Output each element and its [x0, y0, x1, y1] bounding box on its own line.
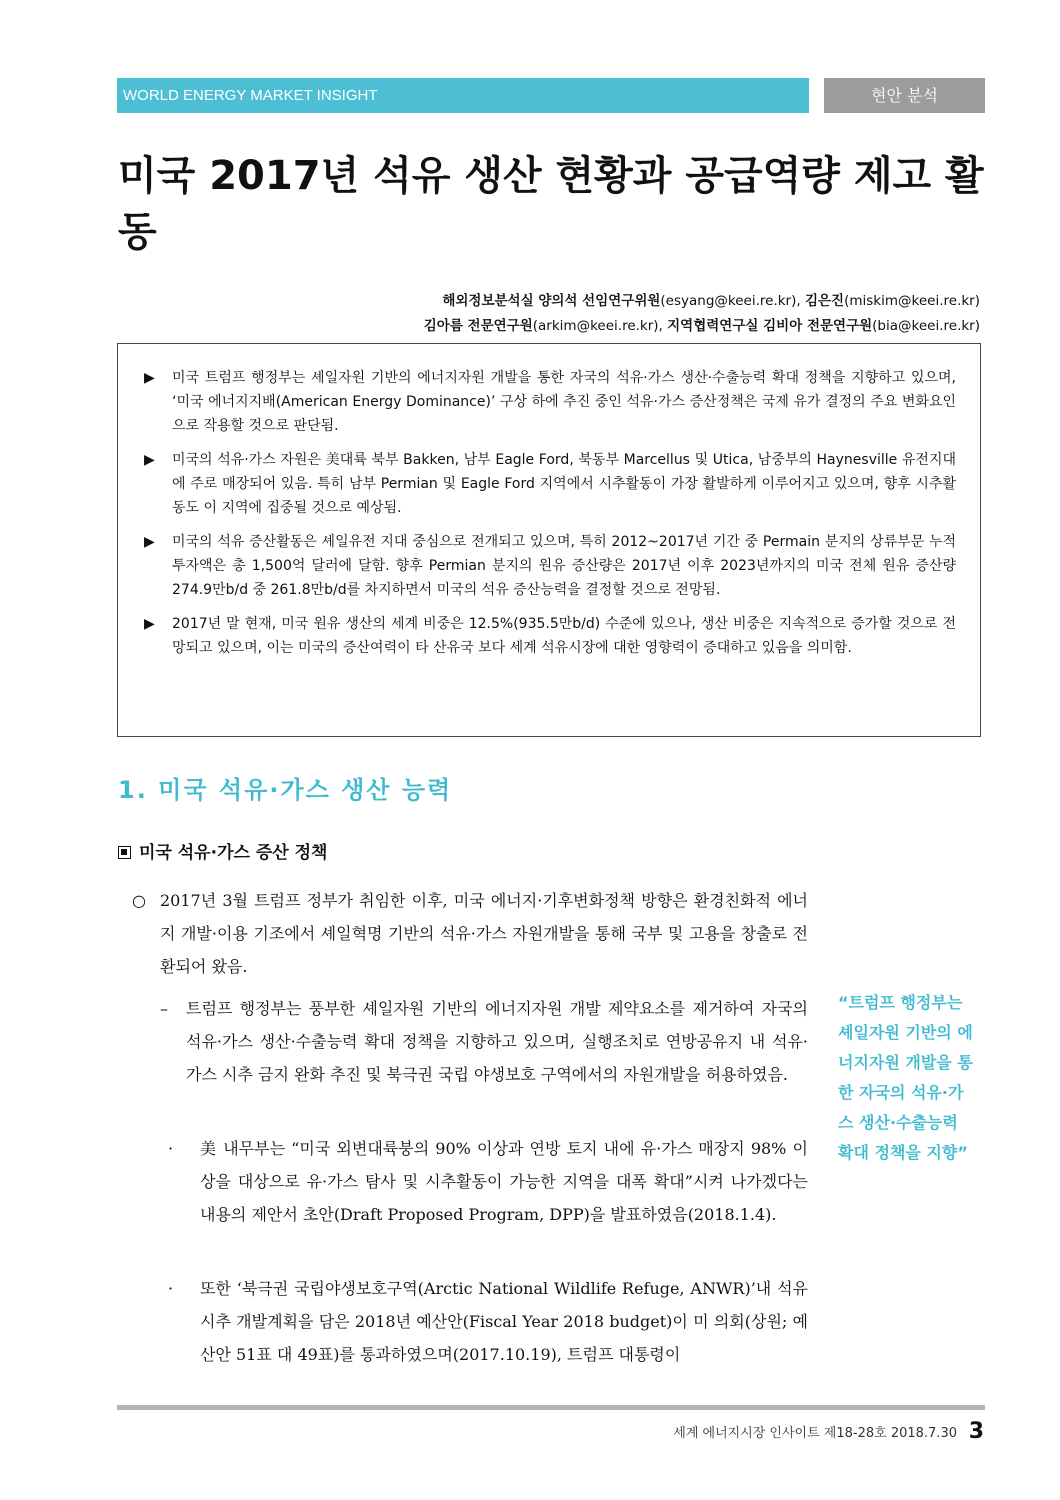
paragraph-text: 또한 ‘북극권 국립야생보호구역(Arctic National Wildlife Refuge, ANWR)’내 석유시추 개발계획을 담은 2018년 예산안(Fiscal Year 2018 budget)이 미 의회(상원; 예산안 51표 대 49표)를 통과하였으며(2017.10.19), 트럼프 대통령이 [200, 1279, 808, 1364]
triangle-bullet-icon: ▶ [144, 452, 155, 468]
author-email: (arkim@keei.re.kr), [532, 318, 668, 334]
author-email: (miskim@keei.re.kr) [844, 293, 980, 309]
header-series-bar: WORLD ENERGY MARKET INSIGHT [117, 78, 809, 113]
author-email: (esyang@keei.re.kr), [660, 293, 805, 309]
footer-divider [117, 1405, 985, 1410]
summary-text: 미국 트럼프 행정부는 셰일자원 기반의 에너지자원 개발을 통한 자국의 석유·가스 생산·수출능력 확대 정책을 지향하고 있으며, ‘미국 에너지지배(American Energy Dominance)’ 구상 하에 추진 중인 석유·가스 증산정책은 국제 유가 결정의 주요 변화요인으로 작용할 것으로 판단됨. [172, 370, 956, 434]
author-name: 김아름 전문연구원 [423, 318, 533, 334]
page-number: 3 [968, 1419, 984, 1444]
paragraph-text: 2017년 3월 트럼프 정부가 취임한 이후, 미국 에너지·기후변화정책 방향은 환경친화적 에너지 개발·이용 기조에서 셰일혁명 기반의 석유·가스 자원개발을 통해 국부 및 고용을 창출로 전환되어 왔음. [160, 891, 808, 976]
author-email: (bia@keei.re.kr) [872, 318, 980, 334]
summary-text: 미국의 석유·가스 자원은 美대륙 북부 Bakken, 남부 Eagle Ford, 북동부 Marcellus 및 Utica, 남중부의 Haynesville 유전지대에 주로 매장되어 있음. 특히 남부 Permian 및 Eagle Ford 지역에서 시추활동이 가장 활발하게 이루어지고 있으며, 향후 시추활동도 이 지역에 집중될 것으로 예상됨. [172, 452, 956, 516]
author-name: 해외정보분석실 양의석 선임연구위원 [442, 293, 661, 309]
triangle-bullet-icon: ▶ [144, 534, 155, 550]
page-title: 미국 2017년 석유 생산 현황과 공급역량 제고 활동 [118, 153, 984, 255]
author-line-2 [424, 314, 980, 339]
paragraph-text: 美 내무부는 “미국 외변대륙붕의 90% 이상과 연방 토지 내에 유·가스 매장지 98% 이상을 대상으로 유·가스 탐사 및 시추활동이 가능한 지역을 대폭 확대”시켜 나가겠다는 내용의 제안서 초안(Draft Proposed Program, DPP)을 발표하였음(2018.1.4). [200, 1139, 808, 1224]
author-name: 지역협력연구실 김비아 전문연구원 [667, 318, 873, 334]
summary-item [144, 448, 956, 520]
body-paragraph [118, 884, 808, 983]
dot-bullet-icon: · [168, 1279, 174, 1298]
triangle-bullet-icon: ▶ [144, 370, 155, 386]
dot-bullet-icon: · [168, 1139, 174, 1158]
body-paragraph [118, 1272, 808, 1371]
summary-box [117, 343, 981, 737]
author-list [424, 289, 980, 339]
dash-bullet-icon: – [160, 999, 168, 1018]
sub-heading [118, 838, 327, 863]
triangle-bullet-icon: ▶ [144, 616, 155, 632]
filled-square-icon [118, 846, 131, 859]
section-heading: 1. 미국 석유·가스 생산 능력 [118, 776, 453, 804]
footer-publication: 세계 에너지시장 인사이트 제18-28호 2018.7.30 [673, 1426, 957, 1441]
summary-text: 미국의 석유 증산활동은 셰일유전 지대 중심으로 전개되고 있으며, 특히 2012~2017년 기간 중 Permain 분지의 상류부문 누적 투자액은 총 1,500억 달러에 달함. 향후 Permian 분지의 원유 증산량은 2017년 이후 2023년까지의 미국 전체 원유 증산량 274.9만b/d 중 261.8만b/d를 차지하면서 미국의 석유 증산능력을 결정할 것으로 전망됨. [172, 534, 956, 598]
circle-bullet-icon: ○ [132, 891, 146, 910]
pull-quote: “트럼프 행정부는 셰일자원 기반의 에너지자원 개발을 통한 자국의 석유·가스 생산·수출능력 확대 정책을 지향” [838, 993, 973, 1162]
summary-item [144, 366, 956, 438]
summary-item [144, 612, 956, 660]
summary-text: 2017년 말 현재, 미국 원유 생산의 세계 비중은 12.5%(935.5만b/d) 수준에 있으나, 생산 비중은 지속적으로 증가할 것으로 전망되고 있으며, 이는 미국의 증산여력이 타 산유국 보다 세계 석유시장에 대한 영향력이 증대하고 있음을 의미함. [172, 616, 956, 656]
sub-heading-text: 미국 석유·가스 증산 정책 [139, 843, 328, 863]
paragraph-text: 트럼프 행정부는 풍부한 셰일자원 기반의 에너지자원 개발 제약요소를 제거하여 자국의 석유·가스 생산·수출능력 확대 정책을 지향하고 있으며, 실행조치로 연방공유지 내 석유·가스 시추 금지 완화 추진 및 북극권 국립 야생보호 구역에서의 자원개발을 허용하였음. [186, 999, 808, 1084]
body-paragraph [118, 1132, 808, 1231]
summary-item [144, 530, 956, 602]
header-category-tag: 현안 분석 [824, 78, 985, 113]
author-line-1 [424, 289, 980, 314]
author-name: 김은진 [804, 293, 845, 309]
body-paragraph [118, 992, 808, 1091]
